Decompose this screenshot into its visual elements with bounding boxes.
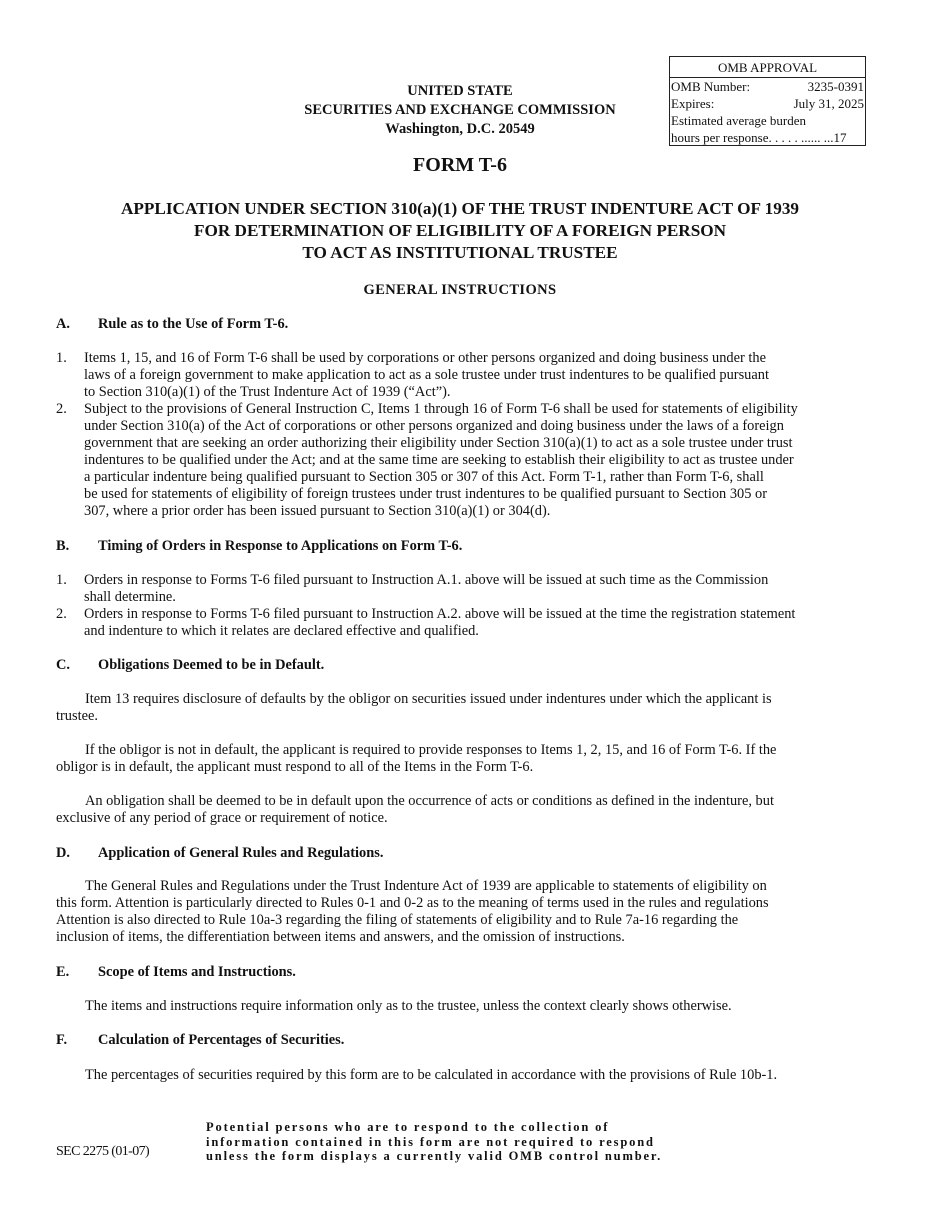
section-letter: B. bbox=[56, 538, 70, 554]
list-item bbox=[56, 572, 911, 606]
list-item bbox=[56, 401, 911, 520]
omb-number-row bbox=[670, 78, 865, 95]
text-line: under Section 310(a) of the Act of corporations or other persons organized and doing business under the laws of a foreign bbox=[84, 418, 784, 434]
text-line: The General Rules and Regulations under the Trust Indenture Act of 1939 are applicable to statements of eligibility on bbox=[85, 878, 767, 894]
section-letter: A. bbox=[56, 316, 70, 332]
application-title bbox=[40, 198, 880, 264]
section-letter: E. bbox=[56, 964, 70, 980]
section-letter: F. bbox=[56, 1032, 68, 1048]
text-line: Orders in response to Forms T-6 filed pursuant to Instruction A.2. above will be issued at the time the registration statement bbox=[84, 606, 796, 622]
section-title: Rule as to the Use of Form T-6. bbox=[98, 316, 289, 332]
general-instructions-heading: GENERAL INSTRUCTIONS bbox=[363, 282, 557, 298]
section-title: Obligations Deemed to be in Default. bbox=[98, 657, 325, 673]
text-line: be used for statements of eligibility of foreign trustees under trust indentures to be qualified pursuant to Section 305 or bbox=[84, 486, 767, 502]
omb-expires-row bbox=[670, 95, 865, 112]
text-line: The items and instructions require information only as to the trustee, unless the context clearly shows otherwise. bbox=[85, 998, 732, 1014]
section-b-list bbox=[56, 572, 911, 640]
application-title-line-2: FOR DETERMINATION OF ELIGIBILITY OF A FOREIGN PERSON bbox=[193, 221, 727, 240]
text-line: An obligation shall be deemed to be in default upon the occurrence of acts or conditions as defined in the indenture, but bbox=[85, 793, 774, 809]
text-line: government that are seeking an order authorizing their eligibility under Section 310(a)(1) to act as a sole trustee under trust bbox=[84, 435, 793, 451]
notice-line-3: unless the form displays a currently valid OMB control number. bbox=[206, 1149, 663, 1163]
text-line: indentures to be qualified under the Act; and at the same time are seeking to establish their eligibility to act as trustee under bbox=[84, 452, 794, 468]
text-line: obligor is in default, the applicant must respond to all of the Items in the Form T-6. bbox=[56, 759, 534, 775]
list-item-text bbox=[84, 350, 911, 401]
form-code: SEC 2275 (01-07) bbox=[56, 1144, 150, 1159]
paragraph bbox=[56, 878, 916, 946]
omb-notice bbox=[206, 1120, 662, 1164]
text-line: trustee. bbox=[56, 708, 98, 724]
text-line: shall determine. bbox=[84, 589, 176, 605]
omb-approval-box bbox=[669, 56, 866, 146]
text-line: to Section 310(a)(1) of the Trust Indenture Act of 1939 (“Act”). bbox=[84, 384, 451, 400]
text-line: Subject to the provisions of General Instruction C, Items 1 through 16 of Form T-6 shall be used for statements of eligibility bbox=[84, 401, 798, 417]
text-line: Orders in response to Forms T-6 filed pursuant to Instruction A.1. above will be issued at such time as the Commission bbox=[84, 572, 769, 588]
list-number: 1. bbox=[56, 572, 67, 588]
text-line: a particular indenture being qualified pursuant to Section 305 or 307 of this Act. Form T-1, rather than Form T-6, shall bbox=[84, 469, 764, 485]
omb-burden-line-1: Estimated average burden bbox=[671, 113, 806, 128]
text-line: exclusive of any period of grace or requirement of notice. bbox=[56, 810, 388, 826]
omb-number-value: 3235-0391 bbox=[807, 79, 864, 94]
notice-line-1: Potential persons who are to respond to the collection of bbox=[206, 1120, 610, 1134]
form-title: FORM T-6 bbox=[413, 154, 507, 176]
section-e-heading bbox=[56, 964, 296, 981]
list-item-text bbox=[84, 572, 911, 606]
section-title: Application of General Rules and Regulations. bbox=[98, 845, 384, 861]
section-a-list bbox=[56, 350, 911, 520]
paragraph bbox=[56, 1067, 916, 1084]
list-item bbox=[56, 350, 911, 401]
section-letter: C. bbox=[56, 657, 70, 673]
agency-line-2: SECURITIES AND EXCHANGE COMMISSION bbox=[304, 102, 616, 118]
text-line: inclusion of items, the differentiation between items and answers, and the omission of instructions. bbox=[56, 929, 625, 945]
application-title-line-1: APPLICATION UNDER SECTION 310(a)(1) OF THE TRUST INDENTURE ACT OF 1939 bbox=[120, 199, 800, 218]
text-line: Items 1, 15, and 16 of Form T-6 shall be used by corporations or other persons organized and doing business under the bbox=[84, 350, 766, 366]
paragraph bbox=[56, 793, 916, 827]
omb-burden-line-2: hours per response. . . . . ...... ...17 bbox=[671, 130, 847, 145]
section-c-heading bbox=[56, 657, 324, 674]
agency-header bbox=[270, 82, 650, 139]
section-title: Timing of Orders in Response to Applications on Form T-6. bbox=[98, 538, 463, 554]
text-line: and indenture to which it relates are declared effective and qualified. bbox=[84, 623, 479, 639]
agency-line-1: UNITED STATE bbox=[407, 83, 513, 99]
text-line: If the obligor is not in default, the applicant is required to provide responses to Items 1, 2, 15, and 16 of Form T-6. If the bbox=[85, 742, 777, 758]
agency-line-3: Washington, D.C. 20549 bbox=[385, 121, 535, 137]
omb-expires-label: Expires: bbox=[671, 96, 715, 111]
list-number: 2. bbox=[56, 401, 67, 417]
omb-approval-title: OMB APPROVAL bbox=[670, 57, 865, 78]
list-item-text bbox=[84, 606, 911, 640]
omb-number-label: OMB Number: bbox=[671, 79, 751, 94]
section-title: Scope of Items and Instructions. bbox=[98, 964, 296, 980]
omb-expires-value: July 31, 2025 bbox=[793, 96, 864, 111]
section-a-heading bbox=[56, 316, 288, 333]
application-title-line-3: TO ACT AS INSTITUTIONAL TRUSTEE bbox=[302, 243, 618, 262]
paragraph bbox=[56, 691, 916, 725]
section-d-heading bbox=[56, 845, 383, 862]
text-line: 307, where a prior order has been issued pursuant to Section 310(a)(1) or 304(d). bbox=[84, 503, 551, 519]
section-title: Calculation of Percentages of Securities. bbox=[98, 1032, 345, 1048]
text-line: this form. Attention is particularly directed to Rules 0-1 and 0-2 as to the meaning of terms used in the rules and regulations bbox=[56, 895, 769, 911]
list-number: 2. bbox=[56, 606, 67, 622]
text-line: laws of a foreign government to make application to act as a sole trustee under trust indentures to be qualified pursuant bbox=[84, 367, 769, 383]
section-b-heading bbox=[56, 538, 462, 555]
section-letter: D. bbox=[56, 845, 70, 861]
text-line: Attention is also directed to Rule 10a-3 regarding the filing of statements of eligibility and to Rule 7a-16 regarding the bbox=[56, 912, 739, 928]
list-number: 1. bbox=[56, 350, 67, 366]
list-item-text bbox=[84, 401, 911, 520]
paragraph bbox=[56, 742, 916, 776]
paragraph bbox=[56, 998, 916, 1015]
notice-line-2: information contained in this form are not required to respond bbox=[206, 1134, 655, 1149]
text-line: The percentages of securities required by this form are to be calculated in accordance with the provisions of Rule 10b-1. bbox=[85, 1067, 778, 1083]
section-f-heading bbox=[56, 1032, 344, 1049]
list-item bbox=[56, 606, 911, 640]
text-line: Item 13 requires disclosure of defaults by the obligor on securities issued under indentures under which the applicant is bbox=[85, 691, 772, 707]
